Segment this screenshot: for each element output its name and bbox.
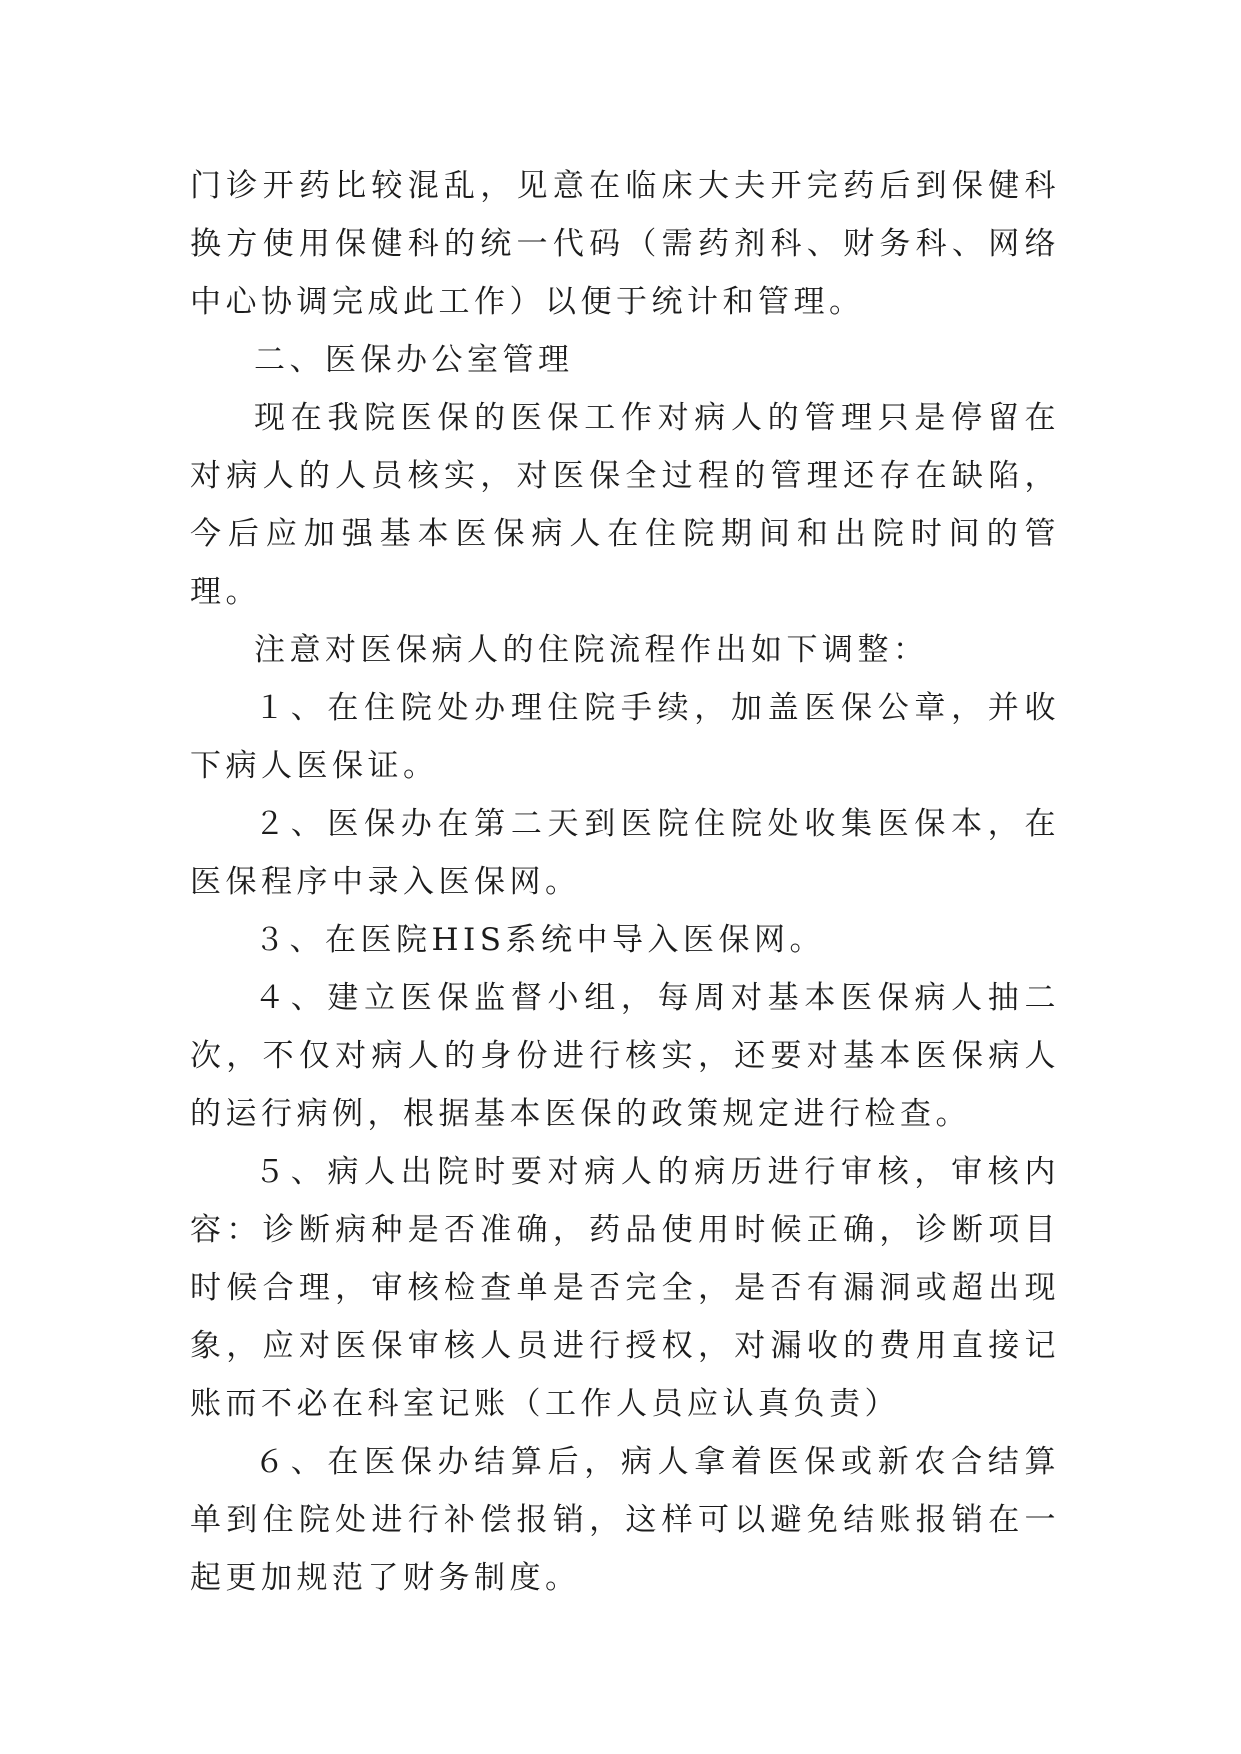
list-item: １、在住院处办理住院手续，加盖医保公章，并收下病人医保证。 — [190, 690, 1060, 784]
section-heading: 二、医保办公室管理 — [254, 342, 574, 378]
list-item: ４、建立医保监督小组，每周对基本医保病人抽二次，不仅对病人的身份进行核实，还要对基本医保病人的运行病例，根据基本医保的政策规定进行检查。 — [190, 980, 1060, 1132]
document-body — [190, 157, 1060, 1607]
paragraph: 现在我院医保的医保工作对病人的管理只是停留在对病人的人员核实，对医保全过程的管理还存在缺陷，今后应加强基本医保病人在住院期间和出院时间的管理。 — [190, 400, 1060, 610]
paragraph: 注意对医保病人的住院流程作出如下调整： — [254, 632, 929, 668]
paragraph-continuation: 门诊开药比较混乱，见意在临床大夫开完药后到保健科换方使用保健科的统一代码（需药剂科、财务科、网络中心协调完成此工作）以便于统计和管理。 — [190, 168, 1060, 320]
list-item: ５、病人出院时要对病人的病历进行审核，审核内容：诊断病种是否准确，药品使用时候正确，诊断项目时候合理，审核检查单是否完全，是否有漏洞或超出现象，应对医保审核人员进行授权，对漏收的费用直接记账而不必在科室记账（工作人员应认真负责） — [190, 1154, 1060, 1422]
list-item: ３、在医院HIS系统中导入医保网。 — [254, 922, 826, 958]
list-item: ２、医保办在第二天到医院住院处收集医保本，在医保程序中录入医保网。 — [190, 806, 1060, 900]
list-item: ６、在医保办结算后，病人拿着医保或新农合结算单到住院处进行补偿报销，这样可以避免结账报销在一起更加规范了财务制度。 — [190, 1444, 1060, 1596]
